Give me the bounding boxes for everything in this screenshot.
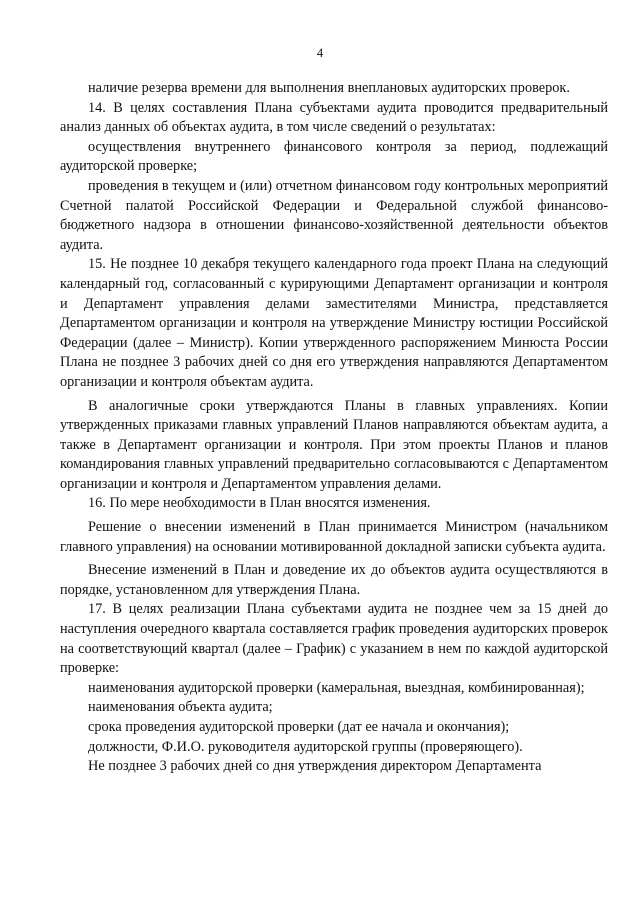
- paragraph-17: 17. В целях реализации Плана субъектами аудита не позднее чем за 15 дней до наступления очередного квартала составляется график проведения аудиторских проверок на соответствующий квартал (далее – График) с указанием в нем по каждой аудиторской проверке:: [60, 601, 608, 677]
- paragraph-main-departments: В аналогичные сроки утверждаются Планы в главных управлениях. Копии утвержденных приказами главных управлений Планов направляются объектам аудита, а также в Департамент организации и контроля. При этом проекты Планов и планов командирования главных управлений предварительно согласовываются с Департаментом организации и контроля и Департаментом управления делами.: [60, 397, 608, 492]
- paragraph-reserve-time: наличие резерва времени для выполнения внеплановых аудиторских проверок.: [88, 80, 570, 96]
- page-number: 4: [316, 46, 324, 60]
- paragraph-16: 16. По мере необходимости в План вносятся изменения.: [88, 495, 431, 512]
- paragraph-closing: Не позднее 3 рабочих дней со дня утверждения директором Департамента: [88, 758, 542, 775]
- paragraph-15: 15. Не позднее 10 декабря текущего календарного года проект Плана на следующий календарный год, согласованный с курирующими Департамент организации и контроля и Департамент управления делами заместителями Министра, представляется Департаментом организации и контроля на утверждение Министру юстиции Российской Федерации (далее – Министр). Копии утвержденного распоряжением Минюста России Плана не позднее 3 рабочих дней со дня его утверждения направляются Департаментом организации и контроля объектам аудита.: [60, 256, 608, 390]
- paragraph-change-procedure: Внесение изменений в План и доведение их до объектов аудита осуществляются в порядке, установленном для утверждения Плана.: [60, 562, 608, 598]
- paragraph-control-measures: проведения в текущем и (или) отчетном финансовом году контрольных мероприятий Счетной палатой Российской Федерации и Федеральной службой финансово-бюджетного надзора в отношении финансово-хозяйственной деятельности объектов аудита.: [60, 177, 608, 253]
- list-item-audit-lead: должности, Ф.И.О. руководителя аудиторской группы (проверяющего).: [88, 738, 523, 755]
- list-item-object-name: наименования объекта аудита;: [88, 699, 273, 716]
- document-body: [60, 79, 608, 777]
- paragraph-change-decision: Решение о внесении изменений в План принимается Министром (начальником главного управления) на основании мотивированной докладной записки субъекта аудита.: [60, 519, 608, 555]
- list-item-audit-name: наименования аудиторской проверки (камеральная, выездная, комбинированная);: [88, 679, 585, 696]
- paragraph-14: 14. В целях составления Плана субъектами аудита проводится предварительный анализ данных об объектах аудита, в том числе сведений о результатах:: [60, 99, 608, 136]
- paragraph-internal-control: осуществления внутреннего финансового контроля за период, подлежащий аудиторской проверке;: [60, 138, 608, 175]
- list-item-audit-period: срока проведения аудиторской проверки (дат ее начала и окончания);: [88, 719, 510, 735]
